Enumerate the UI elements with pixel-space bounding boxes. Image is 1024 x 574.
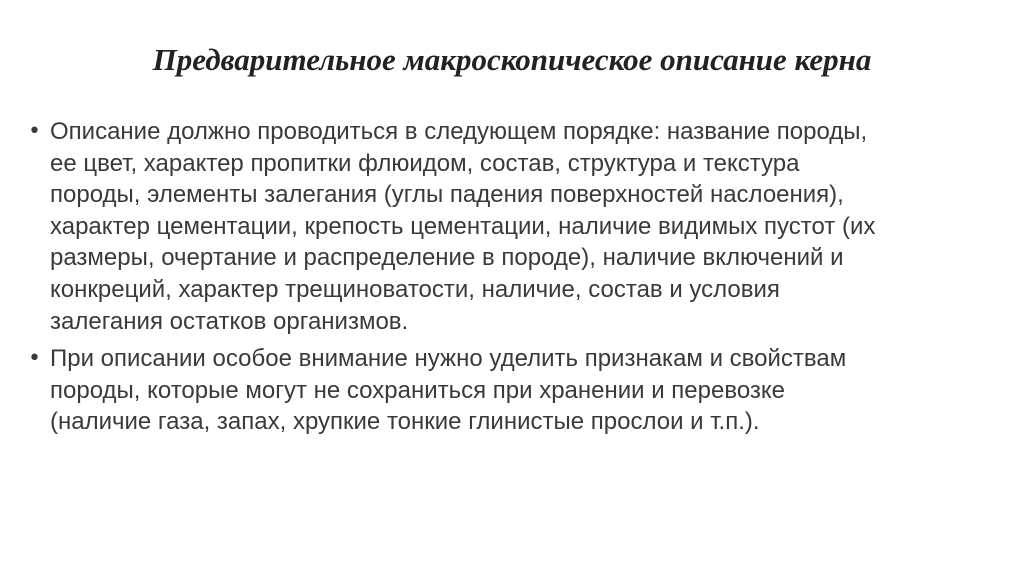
bullet-text-line: При описании особое внимание нужно уделить признакам и свойствам — [50, 345, 847, 373]
bullet-text-line: (наличие газа, запах, хрупкие тонкие глинистые прослои и т.п.). — [50, 408, 760, 436]
bullet-text-line: породы, элементы залегания (углы падения поверхностей наслоения), — [50, 181, 844, 209]
bullet-item — [28, 343, 1013, 438]
bullet-text-line: характер цементации, крепость цементации, наличие видимых пустот (их — [50, 212, 876, 240]
bullet-dot-icon: • — [28, 346, 41, 372]
slide-title: Предварительное макроскопическое описание керна — [152, 42, 872, 77]
bullet-text-line: залегания остатков организмов. — [50, 307, 409, 335]
bullet-dot-icon: • — [28, 119, 41, 144]
bullet-list — [28, 116, 1013, 444]
bullet-text-line: Описание должно проводиться в следующем порядке: название породы, — [50, 118, 868, 145]
bullet-text-line: породы, которые могут не сохраниться при хранении и перевозке — [50, 376, 786, 404]
bullet-item — [28, 116, 1013, 337]
bullet-text-line: размеры, очертание и распределение в породе), наличие включений и — [50, 244, 844, 272]
bullet-text-line: конкреций, характер трещиноватости, наличие, состав и условия — [50, 275, 780, 303]
bullet-text-line: ее цвет, характер пропитки флюидом, состав, структура и текстура — [50, 149, 800, 177]
